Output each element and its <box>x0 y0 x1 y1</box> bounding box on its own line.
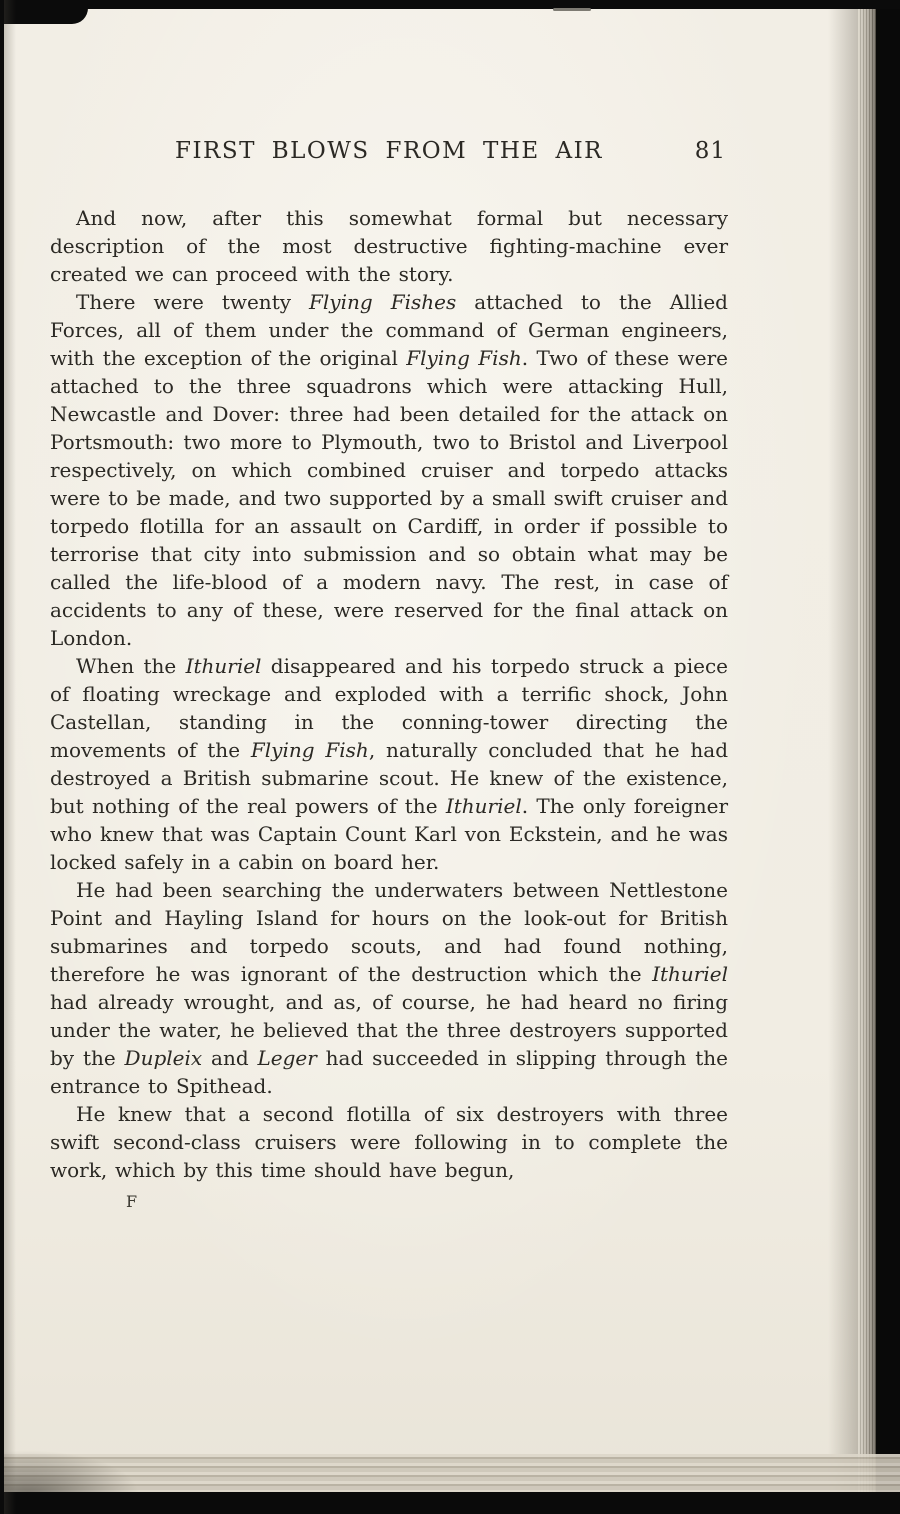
paragraph-text: He knew that a second flotilla of six destroyers with three swift second-class cruisers were following in to complete the work, which by this time should have begun, <box>50 1102 728 1182</box>
ship-name-italic: Flying Fishes <box>309 290 457 314</box>
paragraph-text: . The only foreigner who knew that was Captain Count Karl von Eckstein, and he was locked safely in a cabin on board her. <box>50 794 729 874</box>
scan-dash-top <box>553 8 591 11</box>
paragraph-text: , naturally concluded that he had destroyed a British submarine scout. He knew of the existence, but nothing of the real powers of the <box>50 738 728 818</box>
ship-name-italic: Dupleix <box>124 1046 203 1070</box>
paragraph-text: disappeared and his torpedo struck a piece of floating wreckage and exploded with a terrific shock, John Castellan, standing in the conning-tower directing the movements of the <box>50 654 729 762</box>
ship-name-italic: Flying Fish <box>250 738 369 762</box>
paragraph <box>50 204 728 288</box>
ship-name-italic: Flying Fish <box>406 346 522 370</box>
signature-mark: F <box>126 1192 138 1211</box>
scan-shadow-left <box>4 0 16 1514</box>
ship-name-italic: Ithuriel <box>652 962 728 986</box>
scan-page-edges-bottom <box>0 1454 900 1492</box>
paragraph <box>50 652 728 876</box>
text-block <box>50 204 728 1184</box>
page-number: 81 <box>694 138 726 164</box>
paragraph-text: . Two of these were attached to the three squadrons which were attacking Hull, Newcastle and Dover: three had been detailed for the attack on Portsmouth: two more to Plymouth, two to Bristol and Liverpool respectively, on which combined cruiser and torpedo attacks were to be made, and two supported by a small swift cruiser and torpedo flotilla for an assault on Cardiff, in order if possible to terrorise that city into submission and so obtain what may be called the life-blood of a modern navy. The rest, in case of accidents to any of these, were reserved for the final attack on London. <box>50 346 728 650</box>
paragraph <box>50 876 728 1100</box>
paragraph-text: had already wrought, and as, of course, he had heard no firing under the water, he believed that the three destroyers supported by the <box>50 990 728 1070</box>
scan-edge-bottom <box>0 1492 900 1514</box>
running-title: FIRST BLOWS FROM THE AIR <box>174 138 603 164</box>
paragraph-text: There were twenty <box>76 290 310 314</box>
ship-name-italic: Ithuriel <box>185 654 262 678</box>
paragraph-text: And now, after this somewhat formal but necessary description of the most destructive fighting-machine ever created we can proceed with the story. <box>50 206 728 286</box>
scan-edge-top <box>0 0 900 9</box>
scan-shadow-right <box>828 0 858 1514</box>
ship-name-italic: Leger <box>257 1046 317 1070</box>
paragraph-text: and <box>202 1046 258 1070</box>
scan-page-edges-right <box>858 0 876 1514</box>
paragraph-text: had succeeded in slipping through the entrance to Spithead. <box>50 1046 728 1098</box>
scan-edge-left <box>0 0 4 1514</box>
paragraph <box>50 1100 728 1184</box>
ship-name-italic: Ithuriel <box>445 794 522 818</box>
page-header <box>50 138 728 172</box>
paragraph-text: When the <box>76 654 186 678</box>
scan-blob-top-left <box>0 0 88 24</box>
scan-smudge-bottom-left <box>0 1450 140 1502</box>
paragraph-text: attached to the Allied Forces, all of them under the command of German engineers, with the exception of the original <box>50 290 728 370</box>
scan-edge-right <box>876 0 900 1514</box>
paragraph <box>50 288 728 652</box>
paragraph-text: He had been searching the underwaters between Nettlestone Point and Hayling Island for hours on the look-out for British submarines and torpedo scouts, and had found nothing, therefore he was ignorant of the destruction which the <box>50 878 728 986</box>
page-content <box>50 138 728 1211</box>
